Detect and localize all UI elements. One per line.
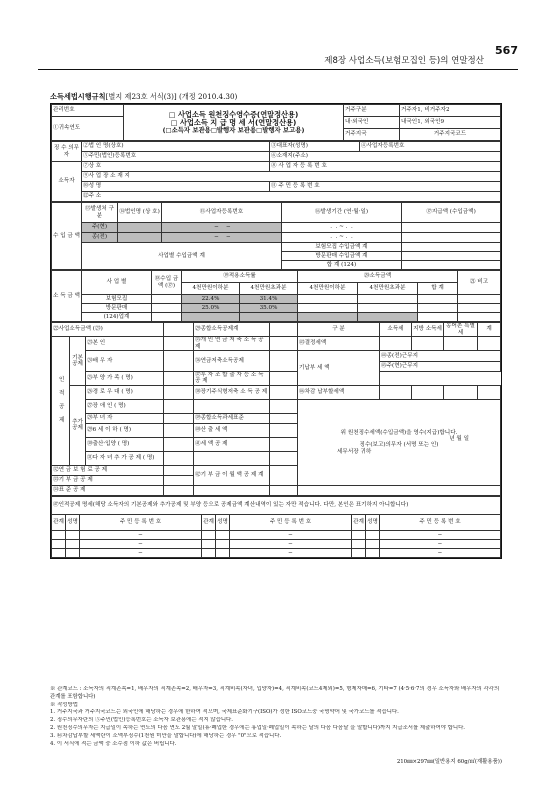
deduction-self-value[interactable] [164, 337, 194, 351]
regno-cell[interactable]: − [230, 548, 352, 557]
withholding-receipt-form [50, 103, 502, 559]
cert-addressee: 세무서장 귀하 [337, 448, 372, 455]
income-prior-amount[interactable] [402, 233, 501, 243]
deduction-tax-base-value[interactable] [270, 413, 298, 423]
income-total-label: 사업별 수입금액 계 [82, 243, 282, 270]
income-label: 수 입 금 액 [52, 203, 82, 270]
name-cell[interactable] [216, 548, 230, 557]
expense-row-income-b[interactable] [358, 295, 418, 304]
relation-cell[interactable] [202, 539, 216, 548]
income-current-period[interactable]: . . ~ . . [282, 223, 402, 233]
mgmt-no-label: 관리번호 [52, 105, 124, 117]
relation-cell[interactable] [52, 530, 66, 539]
deduction-personal-pension-value[interactable] [270, 337, 298, 351]
chapter-title: 제8장 사업소득(보험모집인 등)의 연말정산 [324, 56, 484, 66]
extra-deduction-label: 추가 공제 [70, 385, 86, 465]
deduction-blank-3 [194, 485, 270, 495]
deduction-tax-credit: ㊶세 액 공 제 [194, 437, 270, 451]
deduction-blank-4 [298, 485, 501, 495]
income-h16: ⑯발생기간 (연·월·일) [282, 203, 402, 223]
name-cell[interactable] [366, 548, 380, 557]
col-relation: 관계 [52, 514, 66, 530]
foreign-label: 내·외국인 [344, 117, 400, 129]
cert-date[interactable]: 년 월 일 [449, 435, 469, 442]
earner-address-field[interactable]: ⑫주 소 [82, 192, 501, 202]
name-cell[interactable] [216, 539, 230, 548]
income-total-insurance-value[interactable] [402, 243, 501, 252]
col-name: 성명 [366, 514, 380, 530]
name-cell[interactable] [366, 539, 380, 548]
page-number: 567 [495, 44, 518, 57]
deduction-tax-credit-value[interactable] [270, 437, 298, 451]
deduction-investment: ㊲투 자 조 합 출 자 등 소 득 공 제 [194, 372, 270, 386]
instruction-3: 2. 원천징수의무자는 지급일이 속하는 연도의 다음 연도 2월 말일(휴·폐업한 경우에는 휴업일·폐업일이 속하는 달의 다음 다음달 을 말합니다)까지 지급조서를 제출하여야 합니다. [50, 725, 465, 732]
expense-row-income-sum[interactable] [418, 295, 458, 304]
table-row [52, 548, 501, 557]
regno-cell[interactable]: − [380, 548, 501, 557]
relation-cell[interactable] [352, 548, 366, 557]
expense-row-name: (124)업계 [82, 313, 152, 322]
relation-codes-note: ※ 관계코드 : 소득자의 직계존속=1, 배우자의 직계존속=2, 배우자=3, 직계비속(자녀, 입양자)=4, 직계비속(코드4제외)=5, 형제자매=6, 기타=7 (4·5·6·7의 경우 소득자와 배우자의 각각의 관계를 포함합니다) [50, 686, 500, 700]
income-row-prior: 종(전) [82, 233, 118, 243]
deduction-calc-tax-value[interactable] [270, 423, 298, 437]
deduction-multi-child: ㉛다 자 녀 추 가 공 제 ( 명) [86, 451, 164, 465]
top-block [51, 104, 501, 141]
foreign-value[interactable]: 내국인1, 외국인9 [400, 117, 501, 129]
relation-cell[interactable] [202, 548, 216, 557]
name-cell[interactable] [66, 530, 80, 539]
income-h15: ⑮사업자등록번호 [162, 203, 282, 223]
deduction-personal-pension: ㉟개 인 연 금 저 축 소 득 공 제 [194, 337, 270, 351]
instructions [50, 686, 502, 749]
tax-payable-local[interactable] [412, 385, 444, 399]
expense-row-rate-a: 25.0% [182, 304, 240, 313]
expense-row-amount[interactable] [152, 313, 182, 322]
expense-label: 소 득 금 액 [52, 271, 82, 322]
name-cell[interactable] [66, 539, 80, 548]
regno-cell[interactable]: − [380, 539, 501, 548]
income-prior-bizno[interactable]: − − [162, 233, 282, 243]
deduction-standard: ㉞표 준 공 제 [52, 485, 164, 495]
total-deduction-label: ㉙종합소득공제계 [194, 323, 270, 337]
personal-deduction-header: ㊼인적공제 명세(해당 소득자의 기본공제와 추가공제 및 부양 등으로 공제금액 계산내역이 있는 자만 적습니다. 다만, 본인은 표기하지 아니합니다) [52, 496, 501, 514]
tax-payable-rural[interactable] [444, 385, 478, 399]
deduction-dependents-value[interactable] [164, 372, 194, 386]
deduction-investment-value[interactable] [270, 372, 298, 386]
payer-address-field[interactable]: ⑥소재지(주소) [270, 152, 501, 162]
expense-row-income-b[interactable] [358, 304, 418, 313]
expense-row-income-a [298, 313, 358, 322]
relation-cell[interactable] [202, 530, 216, 539]
income-h13: ⑬발생처 구 분 [82, 203, 118, 223]
deduction-blank-1 [194, 399, 270, 413]
deduction-multi-child-value[interactable] [164, 451, 194, 465]
deduction-donation-value[interactable] [164, 475, 194, 485]
belong-year-label: ①귀속연도 [52, 117, 124, 141]
income-current-name[interactable] [118, 223, 162, 233]
instruction-5: 4. 이 서식에 적는 금액 중 소수점 이하 값은 버립니다. [50, 740, 177, 747]
earner-trade-name-field[interactable]: ⑦상 호 [82, 162, 270, 172]
relation-cell[interactable] [52, 548, 66, 557]
earner-regno-field[interactable]: ⑪ 주 민 등 록 번 호 [270, 182, 501, 192]
expense-row-name: 방문판매 [82, 304, 152, 313]
deduction-disabled: ㉗장 애 인 ( 명) [86, 399, 164, 413]
expense-h19: ⑲적용소득률 [182, 271, 298, 283]
deduction-pension-insurance-value[interactable] [164, 465, 194, 475]
expense-h18: ⑱수입 금액 (⑰) [152, 271, 182, 295]
tax-determined-rural[interactable] [444, 337, 478, 351]
relation-cell[interactable] [352, 539, 366, 548]
regno-cell[interactable]: − [80, 530, 202, 539]
deduction-spouse-value[interactable] [164, 351, 194, 372]
deduction-under-six: ㉙6 세 이 하 ( 명) [86, 423, 164, 437]
resident-label: 거주구분 [344, 105, 400, 117]
col-relation: 관계 [352, 514, 366, 530]
relation-cell[interactable] [352, 530, 366, 539]
deduction-standard-value[interactable] [164, 485, 194, 495]
expense-row-note[interactable] [458, 313, 501, 322]
deduction-female: ㉘부 녀 자 [86, 413, 164, 423]
cert-signer[interactable]: 징수(보고)의무자 (서명 또는 인) [359, 442, 439, 449]
col-relation: 관계 [202, 514, 216, 530]
expense-row-amount[interactable] [152, 304, 182, 313]
payer-rep-field[interactable]: ③대표자(성명) [270, 142, 360, 152]
expense-row-name: 보험모집 [82, 295, 152, 304]
income-h17: ⑰지급액 (수입금액) [402, 203, 501, 223]
regno-cell[interactable]: − [230, 530, 352, 539]
deduction-dependents: ㉕부 양 가 족 ( 명) [86, 372, 164, 386]
expense-row-income-sum[interactable] [418, 304, 458, 313]
form-law-name: 소득세법시행규칙 [50, 92, 106, 101]
expense-row-rate-b [240, 313, 298, 322]
paper-spec: 210㎜×297㎜(일반용지 60g/㎡(재활용품)) [396, 759, 502, 765]
tax-determined-total[interactable] [478, 337, 501, 351]
cert-line-1: 위 원천징수세액(수입금액)을 영수(지급)합니다. [340, 429, 458, 436]
expense-row-rate-a: 22.4% [182, 295, 240, 304]
expense-row-rate-b: 35.0% [240, 304, 298, 313]
income-current-bizno[interactable]: − − [162, 223, 282, 233]
expense-sub-b: 4천만원초과분 [240, 283, 298, 295]
tax-header-category: 구 분 [298, 323, 380, 337]
payer-name-field[interactable]: ②법 인 명(상호) [82, 142, 270, 152]
deduction-pension-savings-value[interactable] [270, 351, 298, 372]
name-cell[interactable] [66, 548, 80, 557]
income-total-insurance: 보험모집 수입금액 계 [282, 243, 402, 252]
deduction-pension-savings: ㊱연금저축소득공제 [194, 351, 270, 372]
expense-row-income-a[interactable] [298, 295, 358, 304]
expense-row-rate-b: 31.4% [240, 295, 298, 304]
deduction-donation-carryover-value[interactable] [270, 465, 298, 485]
deduction-self: ㉓본 인 [86, 337, 164, 351]
form-title-2: □ 사업소득 지 급 명 세 서(연말정산용) [170, 117, 297, 127]
prepaid-tax-cell [380, 351, 501, 372]
deduction-blank-3-value [270, 485, 298, 495]
tax-determined-local[interactable] [412, 337, 444, 351]
regno-cell[interactable]: − [230, 539, 352, 548]
deduction-elderly: ㉖경 로 우 대 ( 명) [86, 385, 164, 399]
income-total-visit-value[interactable] [402, 252, 501, 261]
tax-determined-income[interactable] [380, 337, 412, 351]
deduction-female-value[interactable] [164, 413, 194, 423]
income-prior-period[interactable]: . . ~ . . [282, 233, 402, 243]
deduction-blank-2 [194, 451, 270, 465]
payer-label: 징 수 의무자 [52, 142, 82, 162]
expense-row-note[interactable] [458, 295, 501, 304]
prepaid-tax-label: 기납부 세 액 [298, 351, 380, 386]
earner-bizplace-field[interactable]: ⑨사 업 장 소 재 지 [82, 172, 501, 182]
income-amount-block [51, 202, 501, 270]
tax-payable-income[interactable] [380, 385, 412, 399]
relation-cell[interactable] [52, 539, 66, 548]
deduction-birth-adopt: ㉚출산·입양 ( 명) [86, 437, 164, 451]
income-rate-block [51, 270, 501, 322]
payer-regno-field[interactable]: ⑤주민(법인)등록번호 [82, 152, 270, 162]
income-prior-name[interactable] [118, 233, 162, 243]
regno-cell[interactable]: − [380, 530, 501, 539]
expense-sub-d: 4천만원초과분 [358, 283, 418, 295]
income-total-visit: 방문판매 수입금액 계 [282, 252, 402, 261]
deduction-under-six-value[interactable] [164, 423, 194, 437]
tax-header-rural: 농어촌 특별세 [444, 323, 478, 337]
name-cell[interactable] [366, 530, 380, 539]
deduction-calc-tax: ㊵산 출 세 액 [194, 423, 270, 437]
expense-sub-c: 4천만원이하분 [298, 283, 358, 295]
col-name: 성명 [216, 514, 230, 530]
deduction-blank-1-value [270, 399, 298, 413]
deduction-tax-base: ㊴종합소득과세표준 [194, 413, 270, 423]
personal-deduction-table [51, 496, 501, 558]
tax-determined-label: ㊸결정세액 [298, 337, 380, 351]
deduction-birth-adopt-value[interactable] [164, 437, 194, 451]
earner-name-field[interactable]: ⑩성 명 [82, 182, 270, 192]
col-regno: 주 민 등 록 번 호 [230, 514, 352, 530]
total-deduction-value[interactable] [270, 323, 298, 337]
current-workplace-label: ㊺주(현)근무지 [381, 363, 419, 370]
col-name: 성명 [66, 514, 80, 530]
instruction-4: 3. ㊻차감납부할 세액란이 소액부징수(1천원 미만을 말합니다)에 해당하는 경우 "0"으로 적습니다. [50, 732, 282, 739]
biz-income-amount-label: ㉒사업소득금액 (㉓) [52, 323, 164, 337]
header-rule [38, 69, 518, 70]
country-code-label: 거주지국코드 [400, 129, 501, 141]
income-row-current: 주(현) [82, 223, 118, 233]
expense-row-income-a[interactable] [298, 304, 358, 313]
deduction-block [51, 322, 501, 496]
deduction-long-term-stock-value[interactable] [270, 385, 298, 399]
expense-biz-header: 사 업 별 [82, 271, 152, 295]
form-title-3: (□소득자 보관용□발행자 보관용□발행자 보고용) [162, 126, 305, 135]
name-cell[interactable] [216, 530, 230, 539]
expense-h21: ㉑ 비고 [458, 271, 501, 295]
tax-header-local: 지방 소득세 [412, 323, 444, 337]
col-regno: 주 민 등 록 번 호 [80, 514, 202, 530]
earner-bizno-field[interactable]: ⑧ 사 업 자 등 록 번 호 [270, 162, 501, 172]
income-total-sum: 합 계 (124) [282, 261, 402, 270]
instructions-title: ※ 작성방법 [50, 701, 78, 708]
regno-cell[interactable]: − [80, 548, 202, 557]
instruction-1: 1. 거주지국과 거주지국코드는 외국인에 해당하는 경우에 한하여 적으며, 국제표준화기구(ISO)가 정한 ISO코드중 국명약어 및 국가코드를 적습니다. [50, 709, 399, 716]
regno-cell[interactable]: − [80, 539, 202, 548]
form-title-1: □ 사업소득 원천징수영수증(연말정산용) [168, 109, 299, 119]
expense-row-note[interactable] [458, 304, 501, 313]
expense-row-rate-a [182, 313, 240, 322]
table-row [52, 539, 501, 548]
personal-deduction-side: 인 적 공 제 [52, 337, 70, 466]
form-label [50, 92, 237, 102]
expense-row-income-b [358, 313, 418, 322]
page-header [38, 40, 518, 70]
expense-sub-e: 합 계 [418, 283, 458, 295]
expense-h20: ⑳소득금액 [298, 271, 458, 283]
payer-earner-block [51, 141, 501, 202]
biz-income-amount-value[interactable] [164, 323, 194, 337]
tax-payable-total[interactable] [478, 385, 501, 399]
certification-block [298, 399, 501, 485]
earner-label: 소득자 [52, 162, 82, 202]
income-total-sum-value[interactable] [402, 261, 501, 270]
income-h14: ⑭법인명 (상 호) [118, 203, 162, 223]
form-title-cell [124, 105, 344, 141]
deduction-blank-2-value [270, 451, 298, 465]
expense-row-income-sum[interactable] [418, 313, 458, 322]
prior-workplace-label: ㊹종(전)근무지 [380, 351, 500, 361]
deduction-disabled-value[interactable] [164, 399, 194, 413]
col-regno: 주 민 등 록 번 호 [380, 514, 501, 530]
deduction-donation-carryover: ㊷기 부 금 이 월 액 공 제 계 [194, 465, 270, 485]
table-row [52, 530, 501, 539]
payer-bizno-field[interactable]: ④사업자등록번호 [360, 142, 501, 152]
form-number: [별지 제23호 서식(3)] (개정 2010.4.30) [105, 92, 238, 101]
expense-sub-a: 4천만원이하분 [182, 283, 240, 295]
basic-deduction-label: 기본 공제 [70, 337, 86, 386]
deduction-elderly-value[interactable] [164, 385, 194, 399]
deduction-donation: ㉝기 부 금 공 제 [52, 475, 164, 485]
tax-header-total: 계 [478, 323, 501, 337]
deduction-spouse: ㉔배 우 자 [86, 351, 164, 372]
country-label: 거주지국 [344, 129, 400, 141]
instruction-2: 2. 징수의무자란의 ⑤주민(법인)등록번호는 소득자 보관용에는 적지 않습니다. [50, 717, 233, 724]
expense-row-amount[interactable] [152, 295, 182, 304]
deduction-pension-insurance: ㉜연 금 보 험 료 공 제 [52, 465, 164, 475]
tax-header-income: 소득세 [380, 323, 412, 337]
tax-payable-label: ㊻차감 납부할세액 [298, 385, 380, 399]
deduction-long-term-stock: ㊳장기주식형저축 소 득 공 제 [194, 385, 270, 399]
income-current-amount[interactable] [402, 223, 501, 233]
resident-value[interactable]: 거주자1, 비거주자2 [400, 105, 501, 117]
